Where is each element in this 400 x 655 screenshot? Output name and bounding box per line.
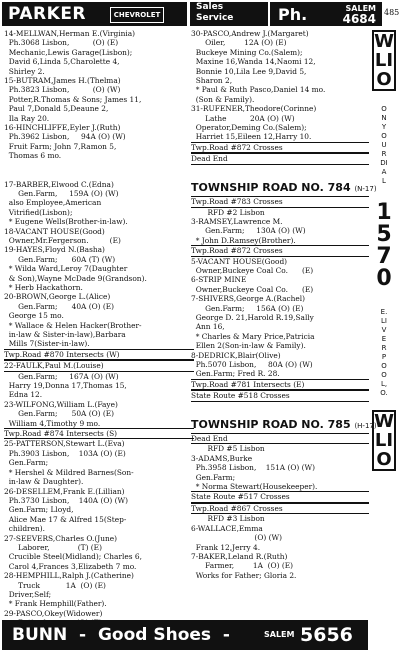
directory-entry: Gen.Farm; 130A (O) (W) <box>191 226 306 236</box>
directory-entry: Twp.Road #872 Crosses <box>191 245 369 256</box>
directory-entry: 23-WILFONG,William L.(Faye) <box>4 399 118 409</box>
township-784-code: (N-17) <box>354 184 377 193</box>
directory-entry: George 15 mo. <box>4 311 64 321</box>
directory-entry: Crucible Steel(Midland); Charles 6, <box>4 552 142 562</box>
directory-entry: Truck 1A (O) (E) <box>4 580 106 590</box>
directory-entry: * Frank Hemphill(Father). <box>4 599 107 609</box>
directory-entry: Twp.Road #872 Crosses <box>191 142 369 153</box>
page-header <box>0 0 400 28</box>
directory-entry: 20-BROWN,George L.(Alice) <box>4 292 111 302</box>
directory-entry: Harriet 15,Eileen 12,Harry 10. <box>191 132 312 142</box>
directory-entry: Maxine 16,Wanda 14,Naomi 12, <box>191 57 316 67</box>
directory-entry: David 6,Linda 5,Charolette 4, <box>4 57 120 67</box>
location: E. LIVERPOOL, O. <box>380 308 388 397</box>
page-number: 485 <box>384 8 400 17</box>
directory-entry: Gen.Farm, 159A (O) (W) <box>4 188 119 198</box>
directory-entry: Ph.5070 Lisbon, 80A (O) (W) <box>191 360 313 369</box>
directory-entry: State Route #517 Crosses <box>191 491 369 502</box>
directory-entry: Ph.3958 Lisbon, 151A (O) (W) <box>191 463 316 473</box>
directory-entry: Carol 4,Frances 3,Elizabeth 7 mo. <box>4 561 137 571</box>
right-entries <box>191 29 369 165</box>
wlio-top: WLIO <box>372 30 396 91</box>
directory-entry: Bonnie 10,Lila Lee 9,David 5, <box>191 66 307 76</box>
directory-entry: Ila Ray 20. <box>4 113 50 123</box>
footer-phone: 5656 <box>300 624 353 646</box>
directory-entry: Ann 16, <box>191 322 225 332</box>
directory-entry: 6-WALLACE,Emma <box>191 523 263 533</box>
directory-entry: 5-VACANT HOUSE(Good) <box>191 256 288 266</box>
directory-entry: Harry 19,Donna 17,Thomas 15, <box>4 381 127 391</box>
directory-entry: children). <box>4 524 45 534</box>
directory-entry: 7-BAKER,Leland R.(Ruth) <box>191 551 288 561</box>
directory-entry: 3-RAMSEY,Lawrence M. <box>191 216 283 226</box>
wlio-sidebar <box>370 30 398 620</box>
directory-entry: 19-HAYES,Floyd N.(Basha) <box>4 245 105 255</box>
directory-entry: Dead End <box>191 433 369 444</box>
directory-entry: Ellen 2(Son-in-law & Family). <box>191 341 306 351</box>
directory-entry: Sharon 2, <box>191 76 233 86</box>
sales-service-label <box>190 2 268 26</box>
directory-entry: Gen.Farm; 167A (O) (W) <box>4 371 119 381</box>
footer-salem-label: SALEM <box>264 630 295 639</box>
bunn-slogan: BUNN - Good Shoes - <box>12 625 230 645</box>
directory-entry: Gen.Farm; <box>4 458 49 468</box>
directory-entry: George D. 21,Harold R.19,Sally <box>191 312 314 322</box>
salem-number: 4684 <box>342 12 376 26</box>
directory-entry: Gen.Farm; 50A (O) (E) <box>4 409 115 419</box>
parker-brand: PARKER <box>8 4 87 24</box>
directory-entry: in-law & Daughter). <box>4 477 84 487</box>
frequency: 1570 <box>376 200 392 291</box>
directory-entry: * Paul & Ruth Pasco,Daniel 14 mo. <box>191 85 326 95</box>
directory-entry: Gen.Farm; 156A (O) (E) <box>191 303 304 313</box>
right-column <box>191 29 377 580</box>
directory-entry: Twp.Road #781 Intersects (E) <box>191 379 369 390</box>
directory-entry: Ph.3068 Lisbon, (O) (E) <box>4 38 119 48</box>
directory-entry: Gen.Farm; Fred R. 28. <box>191 369 280 379</box>
directory-entry: Gen.Farm; <box>191 472 236 482</box>
left-column <box>4 29 194 628</box>
directory-entry: * Charles & Mary Price,Patricia <box>191 331 315 341</box>
directory-entry: * Wallace & Helen Hacker(Brother- <box>4 320 142 330</box>
directory-entry: * Eugene Wells(Brother-in-law). <box>4 217 128 227</box>
township-785-name: TOWNSHIP ROAD NO. 785 <box>191 417 351 431</box>
directory-entry: Twp.Road #870 Intersects (W) <box>4 349 194 360</box>
directory-entry: Owner,Buckeye Coal Co. (E) <box>191 284 314 294</box>
directory-entry: 18-VACANT HOUSE(Good) <box>4 226 105 236</box>
directory-entry: State Route #518 Crosses <box>191 390 369 401</box>
township-785-entries <box>191 433 369 580</box>
directory-entry: 8-DEDRICK,Blair(Olive) <box>191 350 281 360</box>
directory-entry: Vitrified(Lisbon); <box>4 207 73 217</box>
sales-text: Sales <box>196 2 224 12</box>
directory-entry: Oiler, 12A (O) (E) <box>191 38 287 48</box>
township-784-name: TOWNSHIP ROAD NO. 784 <box>191 180 351 194</box>
directory-entry: William 4,Timothy 9 mo. <box>4 418 101 428</box>
directory-entry: 29-PASCO,Okey(Widower) <box>4 608 103 618</box>
township-785-code: (H-17) <box>354 421 377 430</box>
directory-entry: Twp.Road #783 Crosses <box>191 196 369 207</box>
directory-entry: 30-PASCO,Andrew J.(Margaret) <box>191 29 309 38</box>
directory-entry: in-law & Sister-in-law),Barbara <box>4 330 126 339</box>
directory-entry: * Hershel & Mildred Barnes(Son- <box>4 467 134 477</box>
directory-entry: 6-STRIP MINE <box>191 275 247 285</box>
wlio-bottom: WLIO <box>372 410 396 471</box>
directory-entry: Farmer, 1A (O) (E) <box>191 561 293 571</box>
directory-entry: also Employee,American <box>4 198 102 208</box>
directory-entry: Driver,Self; <box>4 589 52 599</box>
directory-entry: Twp.Road #867 Crosses <box>191 503 369 514</box>
directory-entry: 3-ADAMS,Burke <box>191 453 253 463</box>
township-784-title <box>191 180 377 194</box>
phone-block <box>270 2 382 26</box>
directory-entry: & Son),Wayne McDade 9(Grandson). <box>4 273 147 283</box>
directory-entry: Laborer, (T) (E) <box>4 542 102 552</box>
directory-entry: Dead End <box>191 153 369 164</box>
chevrolet-logo: CHEVROLET <box>110 7 164 23</box>
directory-entry: Ph.3823 Lisbon, (O) (W) <box>4 85 121 95</box>
directory-entry: Ph.3730 Lisbon, 140A (O) (W) <box>4 495 129 505</box>
directory-entry: Owner,Mr.Fergerson. (E) <box>4 235 121 245</box>
bunn-ad-footer <box>2 620 368 650</box>
township-784-entries <box>191 196 369 402</box>
directory-entry: RFD #5 Lisbon <box>191 444 265 454</box>
directory-entry: * John D.Ramsey(Brother). <box>191 235 296 245</box>
directory-entry: 31-RUFENER,Theodore(Corinne) <box>191 104 317 114</box>
directory-entry: Mills 7(Sister-in-law). <box>4 339 90 349</box>
directory-entry: Works for Father; Gloria 2. <box>191 570 297 580</box>
directory-entry: 27-SEEVERS,Charles O.(June) <box>4 533 118 543</box>
directory-entry: Gen.Farm; 40A (O) (E) <box>4 301 115 311</box>
directory-entry: Shirley 2. <box>4 66 45 76</box>
directory-entry: Potter,R.Thomas & Sons; James 11, <box>4 94 142 104</box>
directory-entry: Owner,Buckeye Coal Co. (E) <box>191 265 314 275</box>
directory-entry <box>4 161 194 170</box>
directory-entry: (Son & Family). <box>191 94 255 104</box>
directory-entry: Paul 7,Donald 5,Deaune 2, <box>4 104 109 114</box>
on-your-dial: ON YOUR DIAL <box>380 105 388 185</box>
directory-entry: Ph.3962 Lisbon, 94A (O) (W) <box>4 132 126 142</box>
directory-entry: Fruit Farm; John 7,Ramon 5, <box>4 141 117 151</box>
directory-entry: Frank 12,Jerry 4. <box>191 542 261 552</box>
directory-entry: Mechanic,Lewis Garage(Lisbon); <box>4 47 133 57</box>
directory-entry: 26-DESELLEM,Frank E.(Lillian) <box>4 486 125 496</box>
directory-entry: Gen.Farm; 60A (T) (W) <box>4 254 116 264</box>
directory-entry: Ph.3903 Lisbon, 103A (O) (E) <box>4 448 126 458</box>
directory-entry: Buckeye Mining Co.(Salem); <box>191 47 303 57</box>
directory-entry: Lathe 20A (O) (W) <box>191 113 295 123</box>
directory-entry: * Norma Stewart(Housekeeper). <box>191 482 318 492</box>
directory-entry: 25-PATTERSON,Stewart L.(Eva) <box>4 439 125 449</box>
service-text: Service <box>196 13 234 23</box>
directory-entry: 22-FAULK,Paul M.(Louise) <box>4 360 194 371</box>
directory-entry: Gen.Farm; Lloyd, <box>4 505 74 515</box>
directory-entry: 14-MELLWAN,Herman E.(Virginia) <box>4 29 136 38</box>
directory-entry: 28-HEMPHILL,Ralph J.(Catherine) <box>4 571 134 581</box>
salem-label: SALEM <box>345 4 376 13</box>
directory-entry: RFD #3 Lisbon <box>191 514 265 524</box>
directory-entry: (O) (W) <box>191 533 282 543</box>
directory-entry: 17-BARBER,Elwood C.(Edna) <box>4 179 114 189</box>
directory-entry: Thomas 6 mo. <box>4 151 62 161</box>
directory-entry: * Herb Hackathorn. <box>4 282 83 292</box>
directory-entry: RFD #2 Lisbon <box>191 207 265 217</box>
directory-entry: * Wilda Ward,Leroy 7(Daughter <box>4 264 128 274</box>
directory-entry: Edna 12. <box>4 390 43 400</box>
directory-entry: Alice Mae 17 & Alfred 15(Step- <box>4 514 127 524</box>
directory-entry: Operator,Deming Co.(Salem); <box>191 123 307 133</box>
directory-entry: 7-SHIVERS,George A.(Rachel) <box>191 294 306 304</box>
township-785-title <box>191 417 377 431</box>
salem-phone <box>343 3 376 26</box>
directory-entry: 15-BUTRAM,James H.(Thelma) <box>4 76 121 86</box>
phone-label: Ph. <box>278 5 308 24</box>
directory-entry: 16-HINCHLIFFE,Eyler J.(Ruth) <box>4 123 121 133</box>
directory-entry <box>4 170 194 179</box>
parker-ad <box>2 2 187 26</box>
directory-entry: Twp.Road #874 Intersects (S) <box>4 428 194 439</box>
